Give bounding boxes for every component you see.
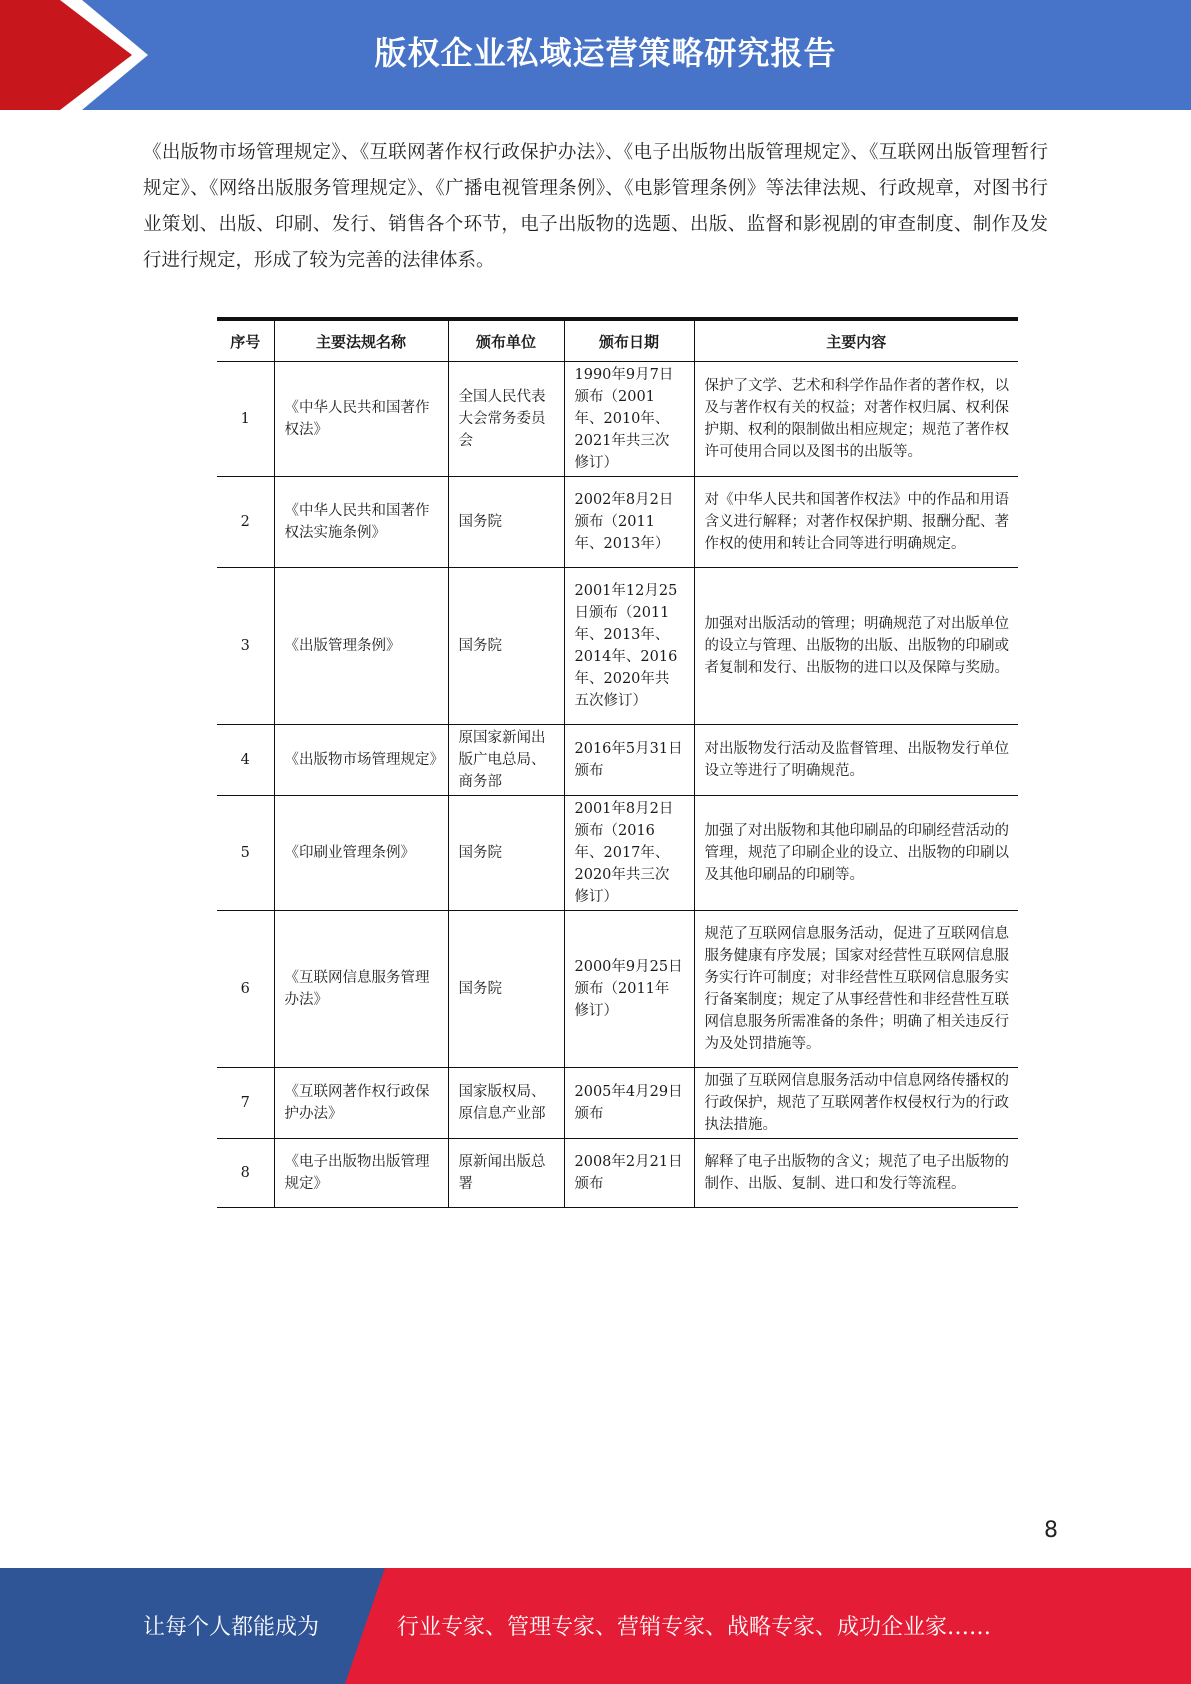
row-name: 《互联网信息服务管理办法》 <box>274 911 448 1068</box>
report-title: 版权企业私域运营策略研究报告 <box>374 34 837 72</box>
row-name: 《中华人民共和国著作权法实施条例》 <box>274 477 448 568</box>
row-date: 1990年9月7日颁布（2001年、2010年、2021年共三次修订） <box>564 362 694 477</box>
header-content: 主要内容 <box>694 319 1018 362</box>
table-row <box>217 568 1018 725</box>
header-name: 主要法规名称 <box>274 319 448 362</box>
row-date: 2001年12月25日颁布（2011年、2013年、2014年、2016年、2020年共五次修订） <box>564 568 694 725</box>
table-row <box>217 362 1018 477</box>
row-issuer: 国务院 <box>448 568 564 725</box>
row-no: 6 <box>217 911 274 1068</box>
row-issuer: 原新闻出版总署 <box>448 1139 564 1208</box>
row-date: 2002年8月2日颁布（2011年、2013年） <box>564 477 694 568</box>
row-no: 1 <box>217 362 274 477</box>
table-row <box>217 725 1018 796</box>
row-issuer: 国务院 <box>448 477 564 568</box>
row-date: 2016年5月31日颁布 <box>564 725 694 796</box>
footer-slogan-left: 让每个人都能成为 <box>143 1615 320 1640</box>
row-name: 《出版物市场管理规定》 <box>274 725 448 796</box>
row-no: 7 <box>217 1068 274 1139</box>
row-no: 4 <box>217 725 274 796</box>
row-content: 加强对出版活动的管理；明确规范了对出版单位的设立与管理、出版物的出版、出版物的印刷或者复制和发行、出版物的进口以及保障与奖励。 <box>694 568 1018 725</box>
table-row <box>217 911 1018 1068</box>
row-no: 5 <box>217 796 274 911</box>
header-no: 序号 <box>217 319 274 362</box>
row-issuer: 国务院 <box>448 911 564 1068</box>
row-no: 2 <box>217 477 274 568</box>
page-number: 8 <box>1044 1518 1058 1543</box>
row-content: 加强了互联网信息服务活动中信息网络传播权的行政保护，规范了互联网著作权侵权行为的行政执法措施。 <box>694 1068 1018 1139</box>
row-issuer: 全国人民代表大会常务委员会 <box>448 362 564 477</box>
row-name: 《中华人民共和国著作权法》 <box>274 362 448 477</box>
page-footer <box>0 1568 1191 1684</box>
table-row <box>217 477 1018 568</box>
table-row <box>217 1139 1018 1208</box>
row-content: 对出版物发行活动及监督管理、出版物发行单位设立等进行了明确规范。 <box>694 725 1018 796</box>
row-no: 3 <box>217 568 274 725</box>
table-row <box>217 1068 1018 1139</box>
row-date: 2000年9月25日颁布（2011年修订） <box>564 911 694 1068</box>
row-name: 《出版管理条例》 <box>274 568 448 725</box>
row-date: 2008年2月21日颁布 <box>564 1139 694 1208</box>
row-content: 规范了互联网信息服务活动，促进了互联网信息服务健康有序发展；国家对经营性互联网信息服务实行许可制度；对非经营性互联网信息服务实行备案制度；规定了从事经营性和非经营性互联网信息服务所需准备的条件；明确了相关违反行为及处罚措施等。 <box>694 911 1018 1068</box>
row-name: 《电子出版物出版管理规定》 <box>274 1139 448 1208</box>
page-header <box>0 0 1191 110</box>
row-content: 保护了文学、艺术和科学作品作者的著作权，以及与著作权有关的权益；对著作权归属、权利保护期、权利的限制做出相应规定；规范了著作权许可使用合同以及图书的出版等。 <box>694 362 1018 477</box>
row-issuer: 国务院 <box>448 796 564 911</box>
row-issuer: 国家版权局、原信息产业部 <box>448 1068 564 1139</box>
header-date: 颁布日期 <box>564 319 694 362</box>
table-header-row <box>217 319 1018 362</box>
row-date: 2001年8月2日颁布（2016年、2017年、2020年共三次修订） <box>564 796 694 911</box>
row-content: 对《中华人民共和国著作权法》中的作品和用语含义进行解释；对著作权保护期、报酬分配、著作权的使用和转让合同等进行明确规定。 <box>694 477 1018 568</box>
table-row <box>217 796 1018 911</box>
laws-table <box>217 317 1018 1208</box>
row-content: 解释了电子出版物的含义；规范了电子出版物的制作、出版、复制、进口和发行等流程。 <box>694 1139 1018 1208</box>
row-name: 《互联网著作权行政保护办法》 <box>274 1068 448 1139</box>
row-no: 8 <box>217 1139 274 1208</box>
footer-slogan-right: 行业专家、管理专家、营销专家、战略专家、成功企业家…… <box>397 1615 992 1640</box>
row-content: 加强了对出版物和其他印刷品的印刷经营活动的管理，规范了印刷企业的设立、出版物的印刷以及其他印刷品的印刷等。 <box>694 796 1018 911</box>
row-name: 《印刷业管理条例》 <box>274 796 448 911</box>
row-issuer: 原国家新闻出版广电总局、商务部 <box>448 725 564 796</box>
intro-paragraph: 《出版物市场管理规定》、《互联网著作权行政保护办法》、《电子出版物出版管理规定》、《互联网出版管理暂行规定》、《网络出版服务管理规定》、《广播电视管理条例》、《电影管理条例》等法律法规、行政规章，对图书行业策划、出版、印刷、发行、销售各个环节，电子出版物的选题、出版、监督和影视剧的审查制度、制作及发行进行规定，形成了较为完善的法律体系。 <box>143 142 1048 271</box>
row-date: 2005年4月29日颁布 <box>564 1068 694 1139</box>
header-issuer: 颁布单位 <box>448 319 564 362</box>
